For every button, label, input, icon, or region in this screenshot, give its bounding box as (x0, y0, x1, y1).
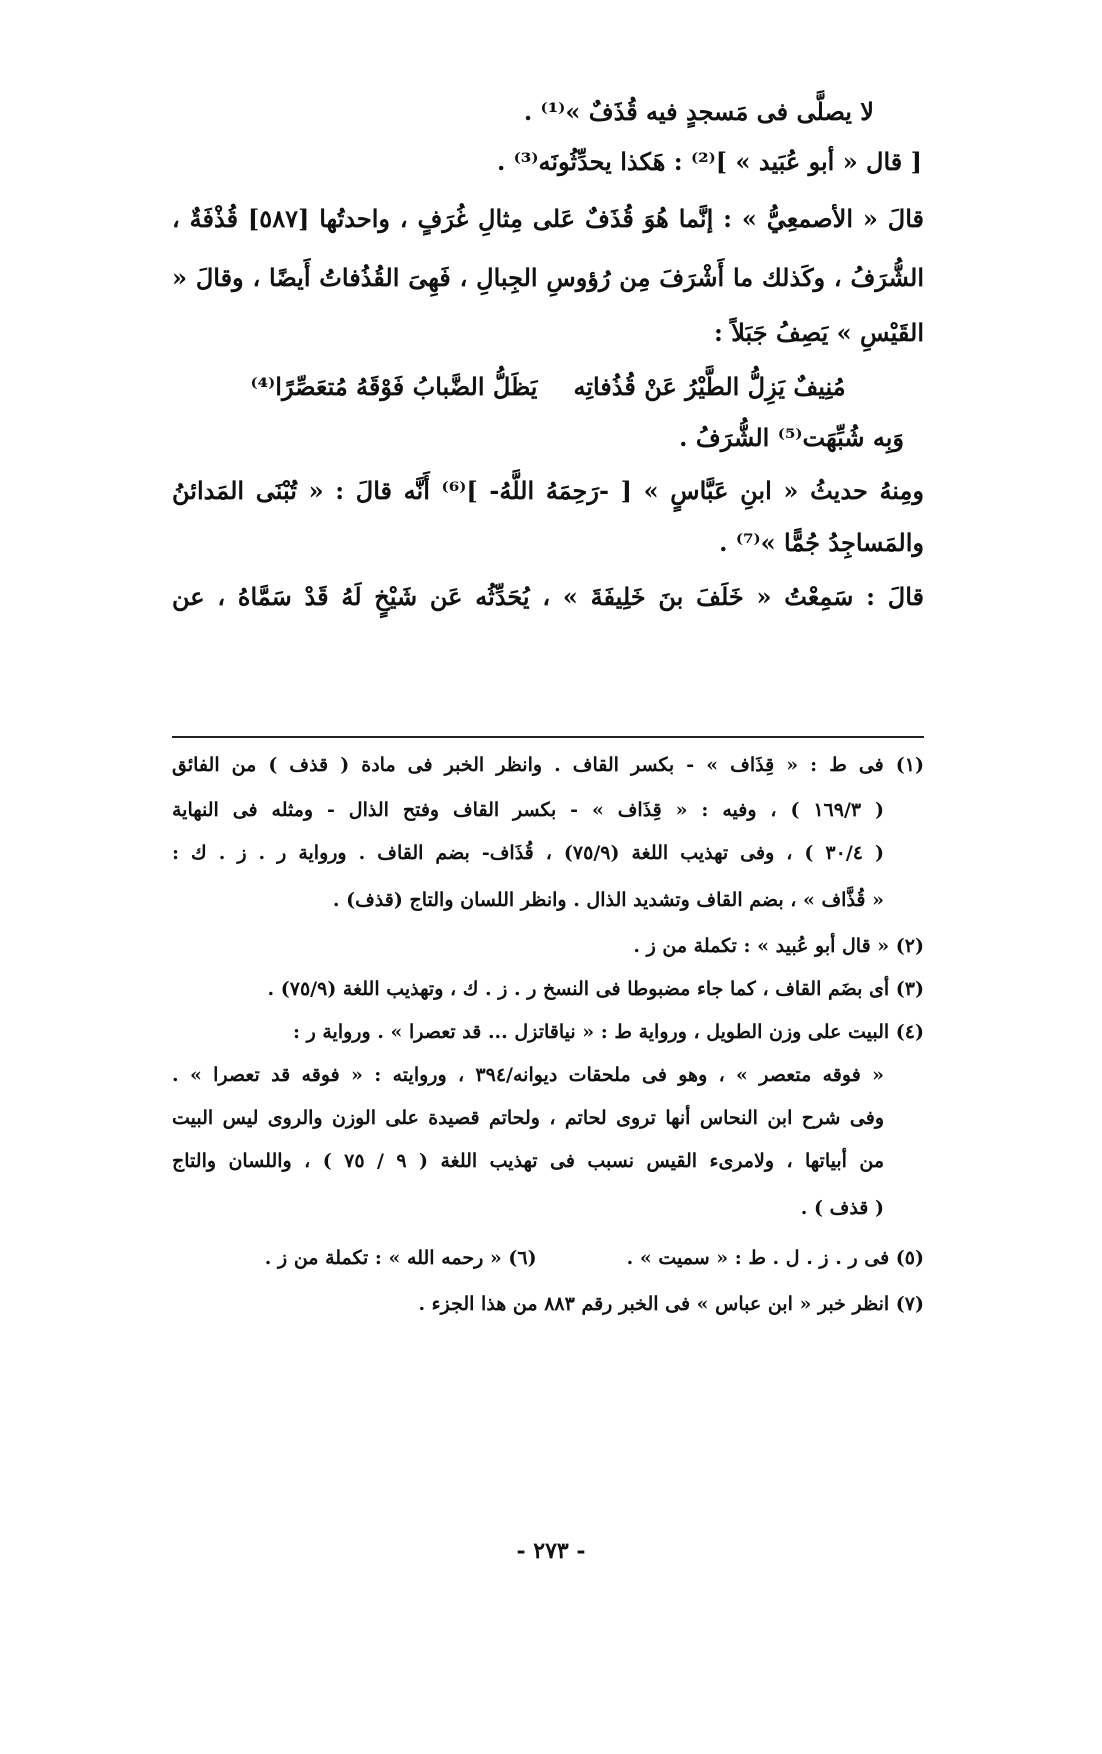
poetry-verse (172, 360, 924, 414)
text-line: لا يصلَّى فى مَسجدٍ فيه قُذَفٌ »⁽¹⁾ . (523, 97, 874, 126)
text-line: القَيْسِ » يَصِفُ جَبَلاً : (714, 318, 924, 347)
text-line: ومِنهُ حديثُ « ابنِ عَبَّاسٍ » [ -رَحِمَهُ اللَّهُ- ]⁽⁶⁾ أَنَّه قالَ : « تُبْنَى المَدائنُ (172, 476, 924, 505)
text-line: والمَساجِدُ جُمًّا »⁽⁷⁾ . (719, 528, 924, 557)
verse-first-hemistich: مُنِيفٌ يَزِلُّ الطَّيْرُ عَنْ قُذُفاتِه (573, 372, 846, 401)
footnote-line: (٢) « قال أبو عُبيد » : تكملة من ز . (633, 935, 924, 957)
footnote-line: ( ٣٠/٤ ) ، وفى تهذيب اللغة (٧٥/٩) ، قُذَاف- بضم القاف . ورواية ر . ز . ك : (172, 842, 884, 864)
footnote-line: « قُذَّاف » ، بضم القاف وتشديد الذال . وانظر اللسان والتاج (قذف) . (332, 889, 884, 911)
footnote-separator (172, 736, 924, 738)
footnote-line: وفى شرح ابن النحاس أنها تروى لحاتم ، ولحاتم قصيدة على الوزن والروى ليس البيت (172, 1107, 884, 1129)
footnotes (172, 742, 924, 1326)
page-number: - ٢٧٣ - (516, 1538, 586, 1564)
footnote-line: (٤) البيت على وزن الطويل ، ورواية ط : « نياقاتزل ... قد تعصرا » . ورواية ر : (292, 1021, 924, 1043)
footnote-line: ( قذف ) . (800, 1197, 884, 1219)
footnote-6: (٦) « رحمه الله » : تكملة من ز . (264, 1247, 537, 1269)
text-line: قالَ « الأصمعِيُّ » : إنَّما هُوَ قُذَفٌ عَلى مِثالِ غُرَفٍ ، واحدتُها [٥٨٧] قُذْفَةٌ ، (172, 204, 924, 233)
text-line: الشُّرَفُ ، وكَذلك ما أَشْرَفَ مِن رُؤوسِ الجِبالِ ، فَهِىَ القُذُفاتُ أَيضًا ، وقالَ « (172, 263, 924, 292)
footnote-line: ( ١٦٩/٣ ) ، وفيه : « قِذَاف » - بكسر القاف وفتح الذال - ومثله فى النهاية (172, 799, 884, 821)
footnote-line: (٣) أى بضَم القاف ، كما جاء مضبوطا فى النسخ ر . ز . ك ، وتهذيب اللغة (٧٥/٩) . (267, 978, 924, 1000)
footnote-line (172, 1233, 924, 1283)
text-line: قالَ : سَمِعْتُ « خَلَفَ بنَ خَلِيفَةَ » ، يُحَدِّثُه عَن شَيْخٍ لَهُ قَدْ سَمَّاهُ ، عن (172, 582, 924, 611)
footnote-line: « فوقه متعصر » ، وهو فى ملحقات ديوانه/٣٩٤ ، وروايته : « فوقه قد تعصرا » . (172, 1064, 884, 1086)
footnote-line: من أبياتها ، ولامرىء القيس نسبب فى تهذيب اللغة ( ٩ / ٧٥ ) ، واللسان والتاج (172, 1150, 885, 1172)
text-line: وَبِه شُبِّهَت⁽⁵⁾ الشُّرَفُ . (679, 423, 904, 452)
footnote-line: (١) فى ط : « قِذَاف » - بكسر القاف . وانظر الخبر فى مادة ( قذف ) من الفائق (172, 754, 924, 776)
text-line: [ قال « أبو عُبَيد » ]⁽²⁾ : هَكذا يحدِّثُونَه⁽³⁾ . (496, 147, 922, 176)
verse-second-hemistich: يَظَلُّ الضَّبابُ فَوْقَهُ مُتعَصِّرًا⁽⁴⁾ (250, 372, 538, 401)
footnote-line: (٧) انظر خبر « ابن عباس » فى الخبر رقم ٨٨٣ من هذا الجزء . (418, 1293, 924, 1315)
main-text (172, 88, 924, 628)
footnote-5: (٥) فى ر . ز . ل . ط : « سميت » . (626, 1247, 924, 1269)
